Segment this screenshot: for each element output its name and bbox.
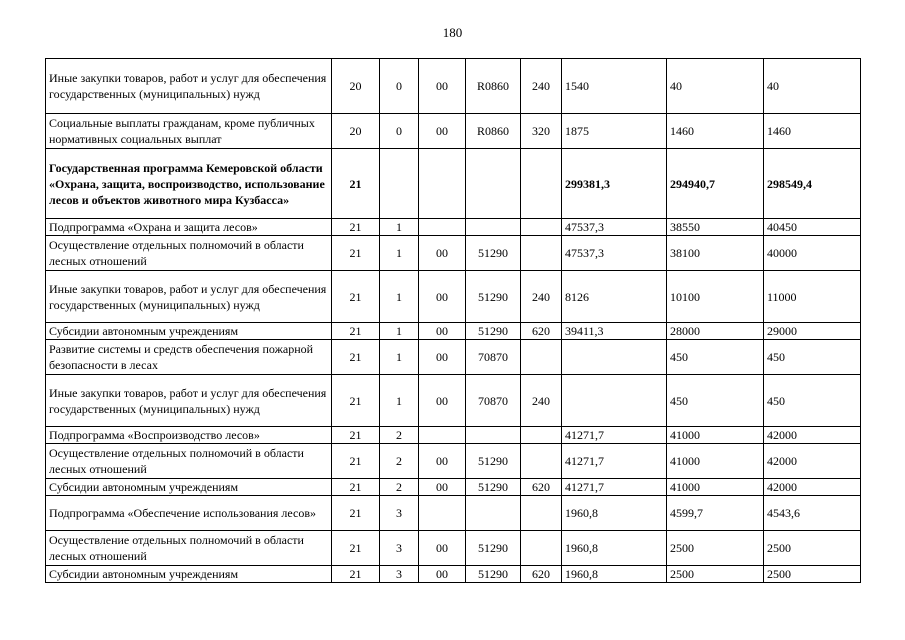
direction-sub-code-cell: 00	[419, 479, 466, 496]
direction-code-cell: 51290	[466, 271, 521, 323]
direction-code-cell	[466, 219, 521, 236]
program-code-cell: 20	[332, 114, 380, 149]
amount-year-3-cell: 42000	[764, 479, 861, 496]
table-row	[46, 375, 861, 427]
subprogram-code-cell: 0	[380, 59, 419, 114]
table-row	[46, 566, 861, 583]
amount-year-1-cell: 41271,7	[562, 427, 667, 444]
table-row	[46, 323, 861, 340]
direction-sub-code-cell: 00	[419, 531, 466, 566]
subprogram-code-cell: 3	[380, 496, 419, 531]
subprogram-code-cell: 1	[380, 219, 419, 236]
amount-year-1-cell: 1960,8	[562, 531, 667, 566]
amount-year-2-cell: 1460	[667, 114, 764, 149]
page-number: 180	[442, 25, 463, 40]
item-name-cell: Социальные выплаты гражданам, кроме публичных нормативных социальных выплат	[46, 114, 332, 149]
direction-code-cell: 51290	[466, 479, 521, 496]
direction-code-cell: 51290	[466, 444, 521, 479]
amount-year-1-cell: 47537,3	[562, 236, 667, 271]
table-row	[46, 496, 861, 531]
subprogram-code-cell: 3	[380, 566, 419, 583]
subprogram-code-cell	[380, 149, 419, 219]
expense-type-code-cell: 620	[521, 323, 562, 340]
direction-sub-code-cell	[419, 219, 466, 236]
amount-year-3-cell: 40450	[764, 219, 861, 236]
amount-year-2-cell: 10100	[667, 271, 764, 323]
item-name-cell: Иные закупки товаров, работ и услуг для обеспечения государственных (муниципальных) нужд	[46, 59, 332, 114]
amount-year-2-cell: 38550	[667, 219, 764, 236]
program-code-cell: 21	[332, 479, 380, 496]
program-code-cell: 21	[332, 219, 380, 236]
direction-sub-code-cell: 00	[419, 566, 466, 583]
item-name-cell: Осуществление отдельных полномочий в области лесных отношений	[46, 236, 332, 271]
program-code-cell: 21	[332, 271, 380, 323]
subprogram-code-cell: 1	[380, 236, 419, 271]
amount-year-3-cell: 11000	[764, 271, 861, 323]
direction-sub-code-cell: 00	[419, 323, 466, 340]
item-name-cell: Развитие системы и средств обеспечения пожарной безопасности в лесах	[46, 340, 332, 375]
direction-code-cell: 51290	[466, 236, 521, 271]
table-row	[46, 427, 861, 444]
subprogram-code-cell: 0	[380, 114, 419, 149]
amount-year-1-cell: 8126	[562, 271, 667, 323]
direction-sub-code-cell: 00	[419, 375, 466, 427]
table-row	[46, 59, 861, 114]
program-code-cell: 21	[332, 236, 380, 271]
amount-year-3-cell: 40	[764, 59, 861, 114]
direction-sub-code-cell	[419, 427, 466, 444]
item-name-cell: Подпрограмма «Охрана и защита лесов»	[46, 219, 332, 236]
expense-type-code-cell: 320	[521, 114, 562, 149]
direction-sub-code-cell: 00	[419, 444, 466, 479]
amount-year-2-cell: 41000	[667, 444, 764, 479]
item-name-cell: Государственная программа Кемеровской области «Охрана, защита, воспроизводство, использование лесов и объектов животного мира Кузбасса»	[46, 149, 332, 219]
amount-year-3-cell: 450	[764, 340, 861, 375]
amount-year-2-cell: 2500	[667, 566, 764, 583]
amount-year-2-cell: 38100	[667, 236, 764, 271]
amount-year-1-cell: 39411,3	[562, 323, 667, 340]
item-name-cell: Подпрограмма «Обеспечение использования лесов»	[46, 496, 332, 531]
expense-type-code-cell	[521, 496, 562, 531]
expense-type-code-cell	[521, 444, 562, 479]
table-row	[46, 479, 861, 496]
amount-year-2-cell: 28000	[667, 323, 764, 340]
expense-type-code-cell: 240	[521, 375, 562, 427]
amount-year-3-cell: 29000	[764, 323, 861, 340]
amount-year-1-cell: 1875	[562, 114, 667, 149]
direction-code-cell	[466, 149, 521, 219]
amount-year-3-cell: 2500	[764, 531, 861, 566]
amount-year-2-cell: 40	[667, 59, 764, 114]
item-name-cell: Осуществление отдельных полномочий в области лесных отношений	[46, 444, 332, 479]
direction-code-cell: 51290	[466, 566, 521, 583]
amount-year-3-cell: 1460	[764, 114, 861, 149]
amount-year-1-cell	[562, 340, 667, 375]
item-name-cell: Подпрограмма «Воспроизводство лесов»	[46, 427, 332, 444]
subprogram-code-cell: 3	[380, 531, 419, 566]
direction-code-cell: 70870	[466, 340, 521, 375]
subprogram-code-cell: 2	[380, 479, 419, 496]
subprogram-code-cell: 1	[380, 340, 419, 375]
direction-code-cell: 51290	[466, 323, 521, 340]
subprogram-code-cell: 1	[380, 375, 419, 427]
table-row	[46, 219, 861, 236]
direction-sub-code-cell	[419, 496, 466, 531]
direction-code-cell: 51290	[466, 531, 521, 566]
amount-year-1-cell: 47537,3	[562, 219, 667, 236]
direction-code-cell	[466, 496, 521, 531]
item-name-cell: Субсидии автономным учреждениям	[46, 479, 332, 496]
amount-year-3-cell: 450	[764, 375, 861, 427]
table-row	[46, 340, 861, 375]
amount-year-3-cell: 42000	[764, 427, 861, 444]
amount-year-3-cell: 42000	[764, 444, 861, 479]
program-code-cell: 21	[332, 531, 380, 566]
table-row	[46, 531, 861, 566]
amount-year-3-cell: 298549,4	[764, 149, 861, 219]
amount-year-2-cell: 41000	[667, 479, 764, 496]
expense-type-code-cell	[521, 149, 562, 219]
subprogram-code-cell: 1	[380, 323, 419, 340]
program-code-cell: 21	[332, 375, 380, 427]
table-row	[46, 271, 861, 323]
direction-code-cell	[466, 427, 521, 444]
amount-year-1-cell: 299381,3	[562, 149, 667, 219]
amount-year-2-cell: 41000	[667, 427, 764, 444]
amount-year-2-cell: 4599,7	[667, 496, 764, 531]
direction-sub-code-cell: 00	[419, 236, 466, 271]
program-code-cell: 21	[332, 323, 380, 340]
expense-type-code-cell	[521, 531, 562, 566]
item-name-cell: Осуществление отдельных полномочий в области лесных отношений	[46, 531, 332, 566]
direction-sub-code-cell: 00	[419, 114, 466, 149]
item-name-cell: Субсидии автономным учреждениям	[46, 323, 332, 340]
amount-year-1-cell: 41271,7	[562, 444, 667, 479]
program-code-cell: 20	[332, 59, 380, 114]
item-name-cell: Субсидии автономным учреждениям	[46, 566, 332, 583]
table-row	[46, 114, 861, 149]
amount-year-3-cell: 2500	[764, 566, 861, 583]
expense-type-code-cell	[521, 236, 562, 271]
amount-year-1-cell	[562, 375, 667, 427]
direction-sub-code-cell: 00	[419, 340, 466, 375]
program-code-cell: 21	[332, 427, 380, 444]
amount-year-1-cell: 1960,8	[562, 566, 667, 583]
expense-type-code-cell: 240	[521, 271, 562, 323]
expense-type-code-cell: 620	[521, 566, 562, 583]
subprogram-code-cell: 2	[380, 427, 419, 444]
program-code-cell: 21	[332, 340, 380, 375]
direction-sub-code-cell: 00	[419, 59, 466, 114]
direction-sub-code-cell	[419, 149, 466, 219]
amount-year-2-cell: 450	[667, 375, 764, 427]
amount-year-1-cell: 41271,7	[562, 479, 667, 496]
amount-year-1-cell: 1960,8	[562, 496, 667, 531]
program-code-cell: 21	[332, 566, 380, 583]
expense-type-code-cell: 240	[521, 59, 562, 114]
table-body	[46, 59, 861, 583]
budget-table	[45, 58, 861, 583]
table-row	[46, 149, 861, 219]
amount-year-2-cell: 2500	[667, 531, 764, 566]
subprogram-code-cell: 1	[380, 271, 419, 323]
direction-code-cell: R0860	[466, 59, 521, 114]
expense-type-code-cell	[521, 427, 562, 444]
program-code-cell: 21	[332, 444, 380, 479]
amount-year-1-cell: 1540	[562, 59, 667, 114]
amount-year-3-cell: 40000	[764, 236, 861, 271]
subprogram-code-cell: 2	[380, 444, 419, 479]
item-name-cell: Иные закупки товаров, работ и услуг для обеспечения государственных (муниципальных) нужд	[46, 271, 332, 323]
expense-type-code-cell: 620	[521, 479, 562, 496]
table-row	[46, 444, 861, 479]
amount-year-2-cell: 294940,7	[667, 149, 764, 219]
direction-code-cell: R0860	[466, 114, 521, 149]
direction-code-cell: 70870	[466, 375, 521, 427]
program-code-cell: 21	[332, 496, 380, 531]
amount-year-2-cell: 450	[667, 340, 764, 375]
item-name-cell: Иные закупки товаров, работ и услуг для обеспечения государственных (муниципальных) нужд	[46, 375, 332, 427]
direction-sub-code-cell: 00	[419, 271, 466, 323]
expense-type-code-cell	[521, 340, 562, 375]
program-code-cell: 21	[332, 149, 380, 219]
amount-year-3-cell: 4543,6	[764, 496, 861, 531]
expense-type-code-cell	[521, 219, 562, 236]
table-row	[46, 236, 861, 271]
